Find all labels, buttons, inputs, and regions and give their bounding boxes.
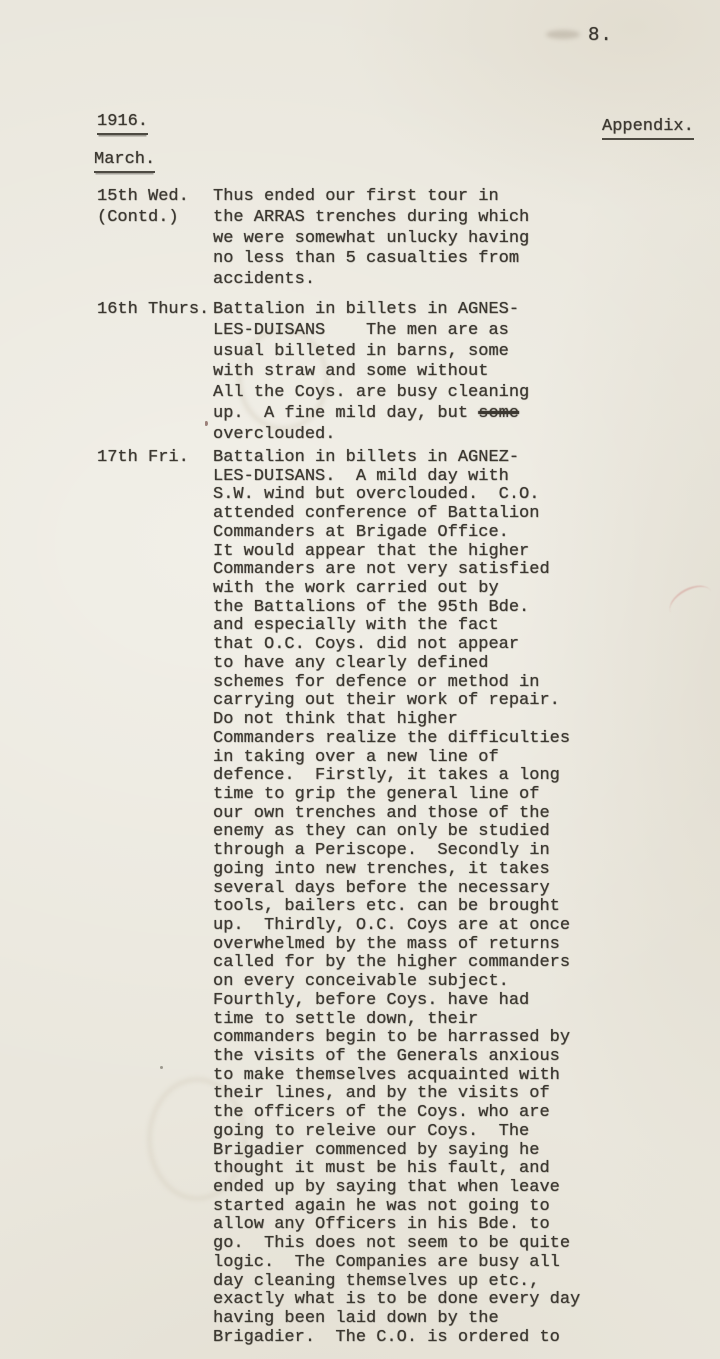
text-line: and especially with the fact: [213, 616, 499, 636]
text-line: defence. Firstly, it takes a long: [213, 766, 560, 786]
text-line: carrying out their work of repair.: [213, 691, 560, 711]
text-line: thought it must be his fault, and: [213, 1159, 550, 1179]
text-line: having been laid down by the: [213, 1309, 499, 1329]
text-line: the ARRAS trenches during which: [213, 207, 530, 227]
text-line: exactly what is to be done every day: [213, 1290, 581, 1310]
text-line: attended conference of Battalion: [213, 504, 540, 524]
text-line: to make themselves acquainted with: [213, 1065, 560, 1085]
text-line: in taking over a new line of: [213, 747, 499, 767]
text-line: day cleaning themselves up etc.,: [213, 1271, 540, 1291]
entry-date-column: [97, 300, 213, 321]
text-line: LES-DUISANS. A mild day with: [213, 466, 509, 486]
text-line: their lines, and by the visits of: [213, 1084, 550, 1104]
text-line: called for by the higher commanders: [213, 953, 571, 973]
text-line: schemes for defence or method in: [213, 672, 540, 692]
text-line: All the Coys. are busy cleaning: [213, 383, 530, 403]
text-line: LES-DUISANS The men are as: [213, 320, 509, 340]
text-line: overclouded.: [213, 424, 336, 444]
text-line: the Battalions of the 95th Bde.: [213, 597, 530, 617]
text-line: started again he was not going to: [213, 1196, 550, 1216]
diary-entry-16th: [97, 300, 613, 446]
paper-crease: [664, 579, 718, 625]
entry-body: [213, 187, 613, 291]
text-line: the visits of the Generals anxious: [213, 1047, 560, 1066]
appendix-heading: Appendix.: [602, 117, 694, 140]
text-line: Commanders are not very satisfied: [213, 560, 550, 580]
entry-date-column: [97, 187, 213, 229]
text-line: going into new trenches, it takes: [213, 859, 550, 879]
text-line: several days before the necessary: [213, 878, 550, 898]
entry-date-column: [97, 449, 213, 468]
text-line: Battalion in billets in AGNEZ-: [213, 448, 520, 467]
text-line: Brigadier commenced by saying he: [213, 1140, 540, 1160]
diary-entry-17th: [97, 449, 613, 1348]
text-line: no less than 5 casualties from: [213, 249, 520, 269]
entry-date: 17th Fri.: [97, 448, 189, 467]
text-line: logic. The Companies are busy all: [213, 1252, 560, 1272]
entry-date-contd: (Contd.): [97, 207, 179, 227]
text-line: on every conceivable subject.: [213, 972, 509, 992]
text-line: going to releive our Coys. The: [213, 1121, 530, 1141]
text-line: the officers of the Coys. who are: [213, 1103, 550, 1123]
text-line: through a Periscope. Secondly in: [213, 841, 550, 861]
text-line: ended up by saying that when leave: [213, 1178, 560, 1198]
text-line: with the work carried out by: [213, 579, 499, 599]
month-heading: March.: [94, 150, 155, 173]
text-line: overwhelmed by the mass of returns: [213, 934, 560, 954]
text-line: usual billeted in barns, some: [213, 341, 509, 361]
text-line: Brigadier. The C.O. is ordered to: [213, 1327, 560, 1347]
text-line: up. Thirdly, O.C. Coys are at once: [213, 915, 571, 935]
text-line: go. This does not seem to be quite: [213, 1234, 571, 1254]
page-number: 8.: [588, 24, 613, 46]
text-line: Battalion in billets in AGNES-: [213, 300, 520, 319]
text-line: time to grip the general line of: [213, 784, 540, 804]
text-line: accidents.: [213, 270, 316, 290]
text-line: with straw and some without: [213, 362, 489, 382]
text-line: time to settle down, their: [213, 1009, 479, 1029]
text-line: enemy as they can only be studied: [213, 822, 550, 842]
text-line: It would appear that the higher: [213, 541, 530, 561]
text-line: tools, bailers etc. can be brought: [213, 897, 560, 917]
diary-entry-15th: [97, 187, 613, 291]
text-line: our own trenches and those of the: [213, 803, 550, 823]
text-line: Thus ended our first tour in: [213, 187, 499, 206]
entry-date: 15th Wed.: [97, 187, 189, 206]
text-line: Do not think that higher: [213, 710, 458, 730]
paper-stain: [546, 30, 580, 39]
text-line: up. A fine mild day, but some: [213, 403, 520, 423]
text-line: Commanders at Brigade Office.: [213, 522, 509, 542]
entry-body: [213, 300, 613, 446]
text-line: commanders begin to be harrassed by: [213, 1028, 571, 1048]
text-line: allow any Officers in his Bde. to: [213, 1215, 550, 1235]
text-line: we were somewhat unlucky having: [213, 228, 530, 248]
text-line: Fourthly, before Coys. have had: [213, 990, 530, 1010]
entry-body: [213, 449, 613, 1348]
entry-date: 16th Thurs.: [97, 300, 210, 319]
text-line: S.W. wind but overclouded. C.O.: [213, 485, 540, 505]
year-heading: 1916.: [97, 112, 148, 135]
text-line: to have any clearly defined: [213, 653, 489, 673]
text-line: that O.C. Coys. did not appear: [213, 635, 520, 655]
text-line: Commanders realize the difficulties: [213, 728, 571, 748]
